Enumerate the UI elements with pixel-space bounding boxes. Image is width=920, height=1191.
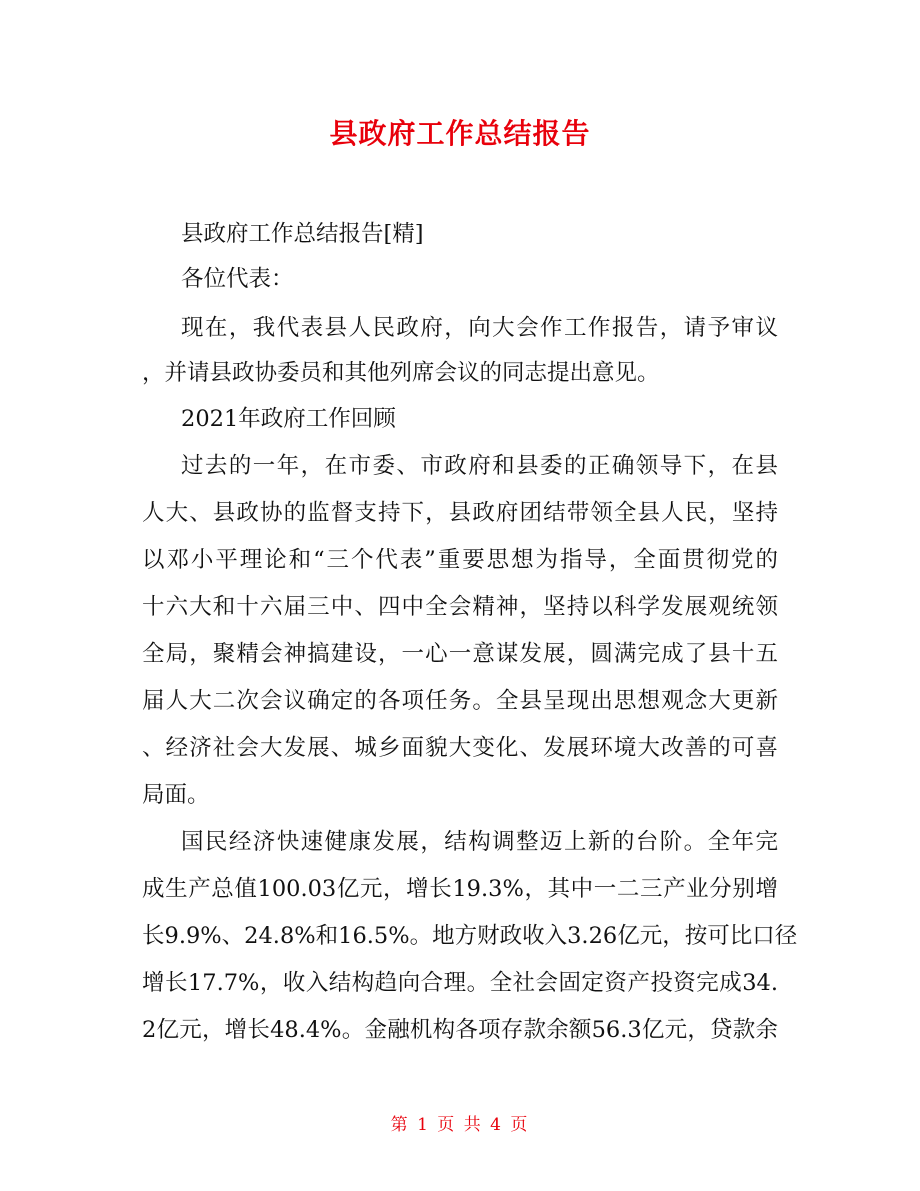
document-subtitle: 县政府工作总结报告[精] bbox=[181, 221, 424, 247]
paragraph-2-line-2: 人大、县政协的监督支持下，县政府团结带领全县人民，坚持 bbox=[142, 500, 778, 526]
paragraph-2-line-7: 、经济社会大发展、城乡面貌大变化、发展环境大改善的可喜 bbox=[142, 735, 778, 761]
paragraph-1-line-2: ，并请县政协委员和其他列席会议的同志提出意见。 bbox=[142, 360, 660, 386]
paragraph-2-line-1: 过去的一年，在市委、市政府和县委的正确领导下，在县 bbox=[181, 453, 778, 479]
paragraph-3-line-3: 长9.9%、24.8%和16.5%。地方财政收入3.26亿元，按可比口径 bbox=[142, 923, 798, 949]
paragraph-3-line-1: 国民经济快速健康发展，结构调整迈上新的台阶。全年完 bbox=[181, 829, 778, 855]
paragraph-2-line-5: 全局，聚精会神搞建设，一心一意谋发展，圆满完成了县十五 bbox=[142, 641, 778, 667]
salutation: 各位代表： bbox=[181, 266, 294, 292]
paragraph-3-line-5: 2亿元，增长48.4%。金融机构各项存款余额56.3亿元，贷款余 bbox=[142, 1017, 778, 1043]
paragraph-1-line-1: 现在，我代表县人民政府，向大会作工作报告，请予审议 bbox=[181, 315, 778, 341]
paragraph-2-line-4: 十六大和十六届三中、四中全会精神，坚持以科学发展观统领 bbox=[142, 594, 778, 620]
document-title: 县政府工作总结报告 bbox=[329, 117, 591, 150]
paragraph-2-line-8: 局面。 bbox=[142, 782, 210, 808]
paragraph-3-line-4: 增长17.7%，收入结构趋向合理。全社会固定资产投资完成34. bbox=[142, 970, 778, 996]
paragraph-3-line-2: 成生产总值100.03亿元，增长19.3%，其中一二三产业分别增 bbox=[142, 876, 778, 902]
paragraph-2-line-6: 届人大二次会议确定的各项任务。全县呈现出思想观念大更新 bbox=[142, 688, 778, 714]
paragraph-2-line-3: 以邓小平理论和“三个代表”重要思想为指导，全面贯彻党的 bbox=[142, 547, 778, 573]
section-heading: 2021年政府工作回顾 bbox=[181, 406, 396, 432]
page-number-footer: 第 1 页 共 4 页 bbox=[390, 1115, 530, 1135]
